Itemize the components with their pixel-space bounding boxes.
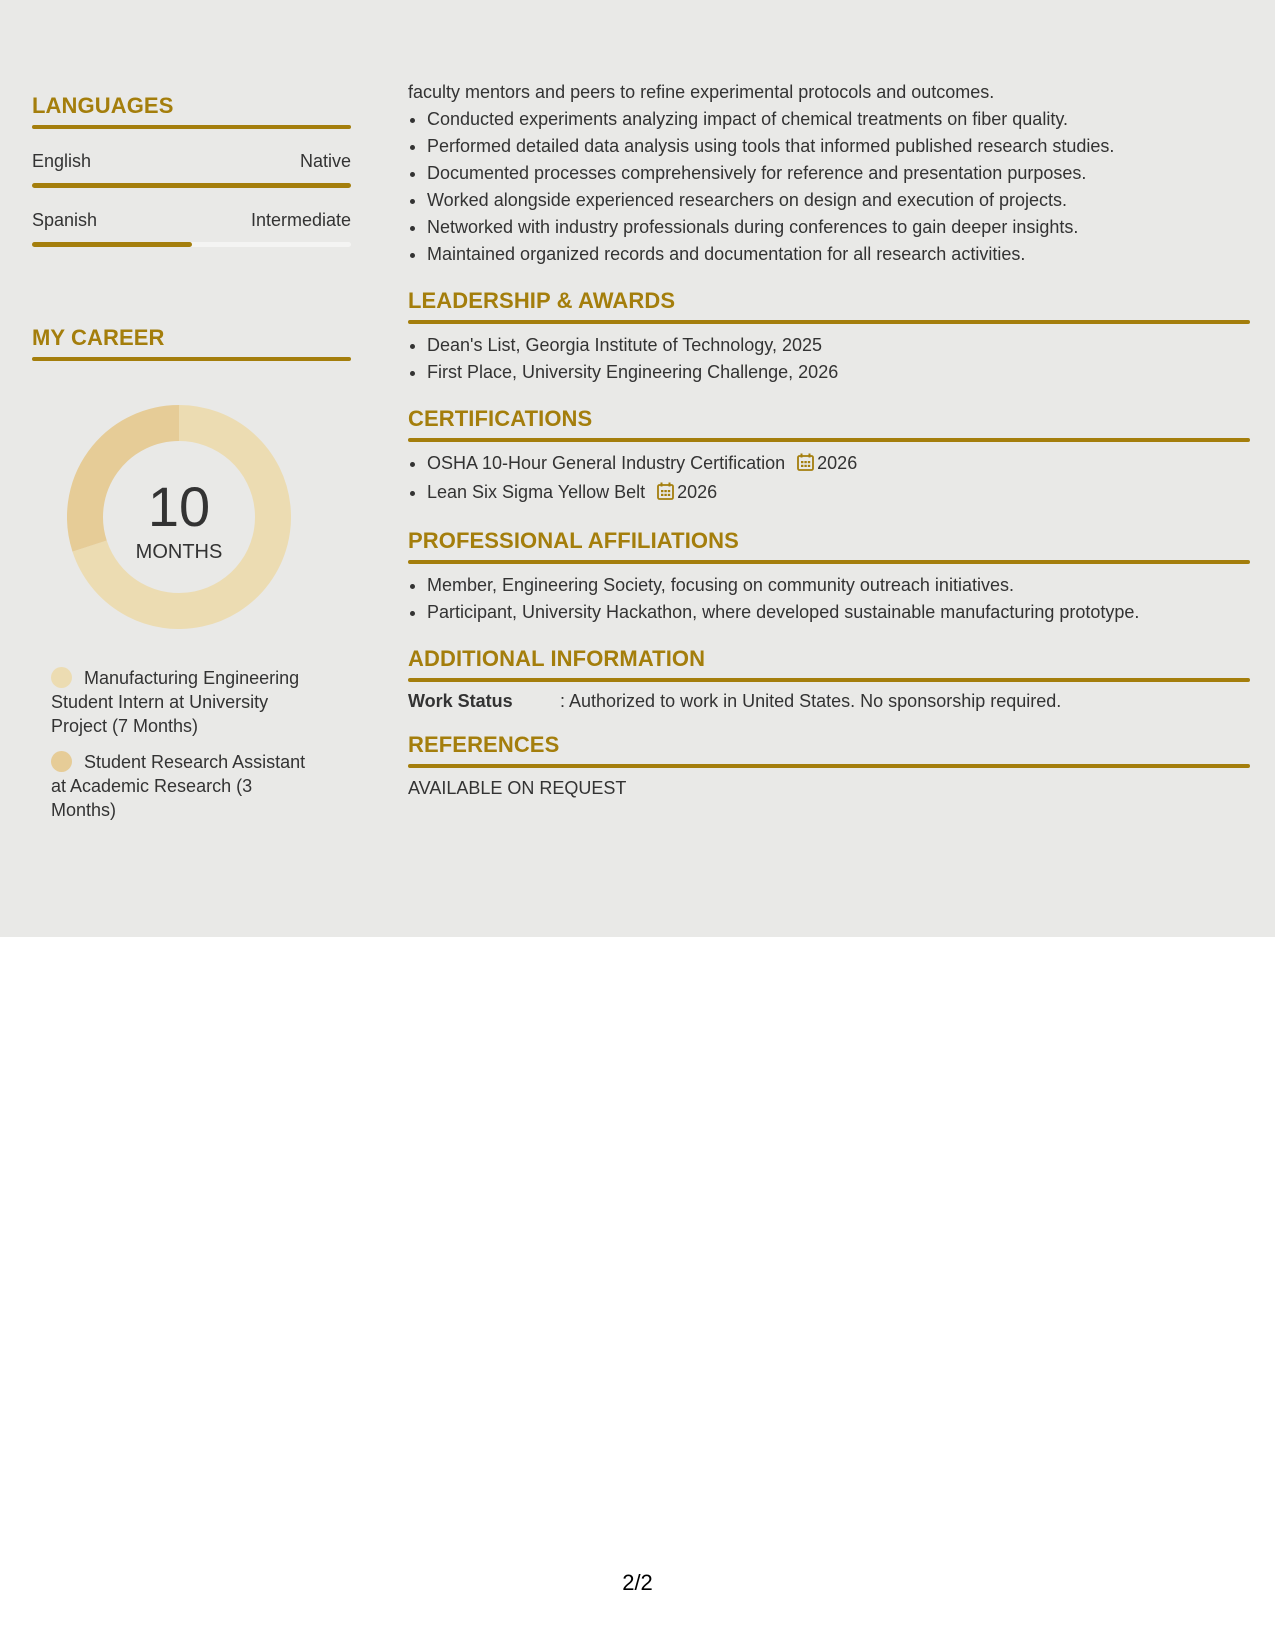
certifications-section	[408, 406, 1250, 508]
calendar-icon	[797, 452, 814, 479]
certification-year: 2026	[677, 482, 718, 502]
career-section	[32, 325, 351, 822]
donut-total-unit: MONTHS	[135, 541, 223, 563]
language-level: Intermediate	[250, 210, 351, 230]
certifications-rule	[408, 438, 1250, 442]
additional-info-section	[408, 646, 1250, 712]
list-item: • Participant, University Hackathon, where developed sustainable manufacturing prototype.	[427, 599, 1250, 626]
leadership-title: LEADERSHIP & AWARDS	[408, 288, 676, 313]
additional-info-title: ADDITIONAL INFORMATION	[408, 646, 706, 671]
list-item: • Performed detailed data analysis using tools that informed published research studies.	[427, 133, 1250, 160]
career-title: MY CAREER	[32, 325, 165, 350]
languages-section	[32, 93, 351, 247]
page-number: 2/2	[622, 1570, 653, 1595]
language-level: Native	[299, 151, 351, 171]
additional-info-rule	[408, 678, 1250, 682]
references-section	[408, 732, 1250, 800]
experience-bullets	[408, 106, 1250, 268]
work-status-row	[408, 690, 1250, 712]
work-status-label: Work Status	[408, 691, 513, 711]
legend-dot	[51, 667, 72, 688]
language-name: Spanish	[32, 210, 98, 230]
list-item	[427, 450, 1250, 479]
language-item-english	[32, 150, 351, 188]
legend-item	[51, 666, 321, 738]
list-item: • Networked with industry professionals during conferences to gain deeper insights.	[427, 214, 1250, 241]
affiliations-section	[408, 528, 1250, 626]
languages-title: LANGUAGES	[32, 93, 174, 118]
certification-name: Lean Six Sigma Yellow Belt	[427, 482, 646, 502]
list-item: • Worked alongside experienced researchers on design and execution of projects.	[427, 187, 1250, 214]
left-column	[32, 93, 351, 834]
language-item-spanish	[32, 209, 351, 247]
references-title: REFERENCES	[408, 732, 560, 757]
references-text: AVAILABLE ON REQUEST	[408, 778, 627, 798]
calendar-icon	[657, 481, 674, 508]
language-name: English	[32, 151, 92, 171]
donut-total-value: 10	[147, 475, 211, 538]
career-legend	[51, 666, 321, 822]
language-proficiency-fill	[32, 183, 351, 188]
certification-name: OSHA 10-Hour General Industry Certification	[427, 453, 786, 473]
legend-dot	[51, 751, 72, 772]
language-proficiency-fill	[32, 242, 192, 247]
legend-label: Manufacturing Engineering Student Intern at University Project (7 Months)	[51, 668, 300, 736]
affiliations-title: PROFESSIONAL AFFILIATIONS	[408, 528, 739, 553]
legend-item	[51, 750, 321, 822]
leadership-rule	[408, 320, 1250, 324]
list-item: • Member, Engineering Society, focusing on community outreach initiatives.	[427, 572, 1250, 599]
language-proficiency-bar	[32, 183, 351, 188]
list-item	[427, 479, 1250, 508]
leadership-list	[408, 332, 1250, 386]
list-item: • Conducted experiments analyzing impact of chemical treatments on fiber quality.	[427, 106, 1250, 133]
legend-label: Student Research Assistant at Academic Research (3 Months)	[51, 752, 306, 820]
languages-rule	[32, 125, 351, 129]
certifications-list	[408, 450, 1250, 508]
list-item: • Maintained organized records and documentation for all research activities.	[427, 241, 1250, 268]
experience-intro-line: faculty mentors and peers to refine experimental protocols and outcomes.	[408, 82, 995, 102]
career-donut-chart	[67, 405, 291, 629]
experience-continued	[408, 79, 1250, 268]
list-item: • Dean's List, Georgia Institute of Technology, 2025	[427, 332, 1250, 359]
affiliations-rule	[408, 560, 1250, 564]
list-item: • First Place, University Engineering Challenge, 2026	[427, 359, 1250, 386]
language-proficiency-bar	[32, 242, 351, 247]
certifications-title: CERTIFICATIONS	[408, 406, 593, 431]
affiliations-list	[408, 572, 1250, 626]
career-rule	[32, 357, 351, 361]
right-column	[408, 79, 1250, 800]
work-status-value: : Authorized to work in United States. No sponsorship required.	[560, 691, 1062, 711]
leadership-section	[408, 288, 1250, 386]
references-rule	[408, 764, 1250, 768]
list-item: • Documented processes comprehensively for reference and presentation purposes.	[427, 160, 1250, 187]
certification-year: 2026	[817, 453, 858, 473]
